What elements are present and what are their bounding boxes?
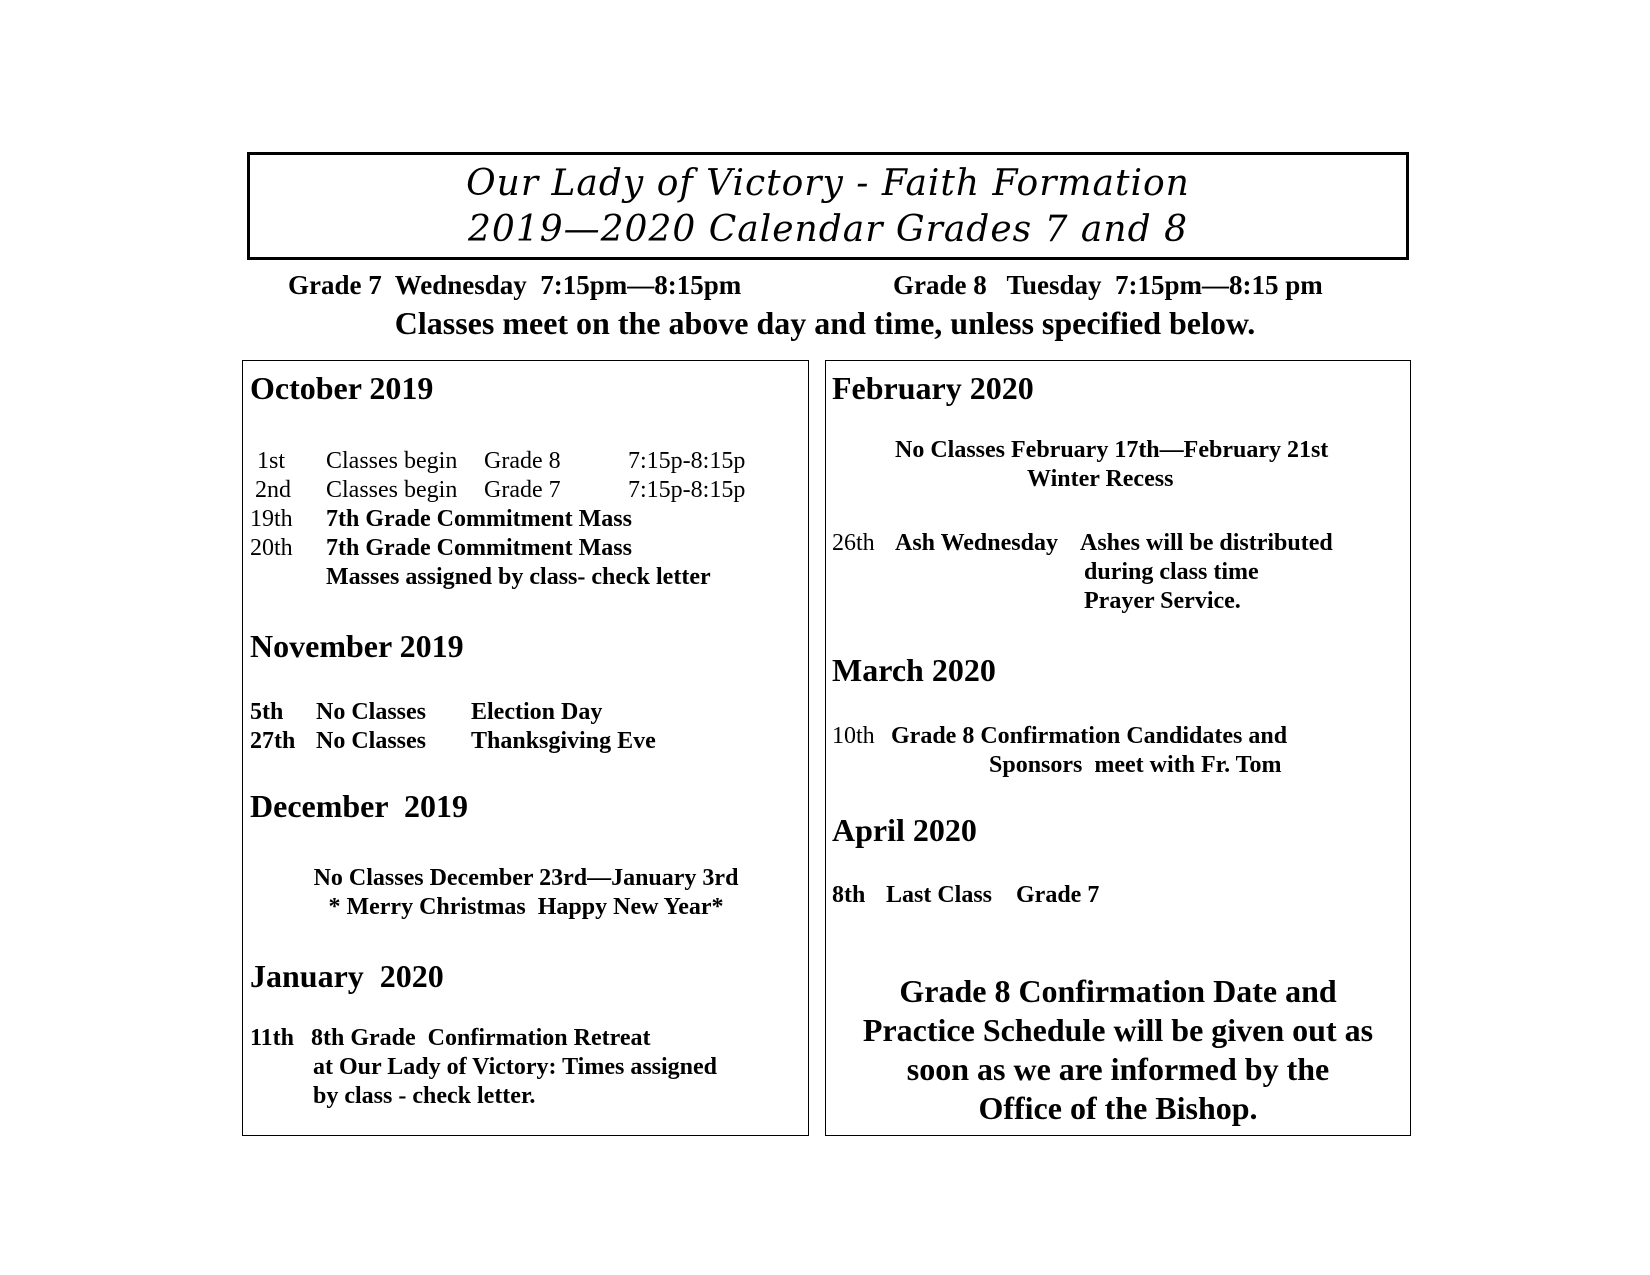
schedule-notice: Classes meet on the above day and time, unless specified below. <box>394 305 1256 341</box>
november-row-2-reason: Thanksgiving Eve <box>471 728 656 754</box>
february-line-2: Winter Recess <box>1027 466 1174 492</box>
november-row-2-event: No Classes <box>316 728 427 754</box>
october-heading: October 2019 <box>250 370 434 406</box>
october-row-1-day: 1st <box>257 448 286 474</box>
march-day: 10th <box>832 723 875 749</box>
february-day: 26th <box>832 530 875 556</box>
march-line-2: Sponsors meet with Fr. Tom <box>989 752 1282 778</box>
confirmation-notice-line-1: Grade 8 Confirmation Date and <box>899 973 1337 1009</box>
october-row-2-event: Classes begin <box>326 477 458 503</box>
confirmation-notice <box>826 972 1410 1128</box>
october-row-2-day: 2nd <box>255 477 291 503</box>
january-day: 11th <box>250 1025 295 1051</box>
october-row-4-day: 20th <box>250 535 293 561</box>
grade7-schedule: Grade 7 Wednesday 7:15pm—8:15pm <box>288 270 742 300</box>
april-event: Last Class <box>886 882 993 908</box>
january-heading: January 2020 <box>250 958 444 994</box>
march-line-1: Grade 8 Confirmation Candidates and <box>891 723 1288 749</box>
title-line-1: Our Lady of Victory - Faith Formation <box>466 163 1190 204</box>
december-line-2: * Merry Christmas Happy New Year* <box>328 894 724 920</box>
october-row-3-event: 7th Grade Commitment Mass <box>326 506 632 532</box>
confirmation-notice-line-4: Office of the Bishop. <box>978 1090 1258 1126</box>
november-row-2-day: 27th <box>250 728 296 754</box>
october-row-2-time: 7:15p-8:15p <box>628 477 746 503</box>
october-row-1-time: 7:15p-8:15p <box>628 448 746 474</box>
october-note: Masses assigned by class- check letter <box>326 564 711 590</box>
confirmation-notice-line-2: Practice Schedule will be given out as <box>862 1012 1374 1048</box>
march-heading: March 2020 <box>832 652 996 688</box>
confirmation-notice-line-3: soon as we are informed by the <box>906 1051 1330 1087</box>
january-line-3: by class - check letter. <box>313 1083 536 1109</box>
october-row-1-grade: Grade 8 <box>484 448 561 474</box>
november-row-1-reason: Election Day <box>471 699 603 725</box>
february-detail-3: Prayer Service. <box>1084 588 1241 614</box>
april-grade: Grade 7 <box>1016 882 1100 908</box>
january-line-1: 8th Grade Confirmation Retreat <box>311 1025 651 1051</box>
grade8-schedule: Grade 8 Tuesday 7:15pm—8:15 pm <box>893 270 1323 300</box>
title-line-2: 2019—2020 Calendar Grades 7 and 8 <box>468 209 1188 250</box>
november-row-1-event: No Classes <box>316 699 427 725</box>
october-row-4-event: 7th Grade Commitment Mass <box>326 535 632 561</box>
december-line-1: No Classes December 23rd—January 3rd <box>313 865 739 891</box>
title-box <box>247 152 1409 260</box>
october-row-2-grade: Grade 7 <box>484 477 561 503</box>
october-row-1-event: Classes begin <box>326 448 458 474</box>
november-heading: November 2019 <box>250 628 464 664</box>
february-detail-2: during class time <box>1084 559 1259 585</box>
february-line-1: No Classes February 17th—February 21st <box>895 437 1329 463</box>
february-detail-1: Ashes will be distributed <box>1080 530 1333 556</box>
january-line-2: at Our Lady of Victory: Times assigned <box>313 1054 718 1080</box>
december-heading: December 2019 <box>250 788 468 824</box>
october-row-3-day: 19th <box>250 506 293 532</box>
february-event: Ash Wednesday <box>895 530 1058 556</box>
april-heading: April 2020 <box>832 812 977 848</box>
february-heading: February 2020 <box>832 370 1034 406</box>
april-day: 8th <box>832 882 866 908</box>
november-row-1-day: 5th <box>250 699 284 725</box>
